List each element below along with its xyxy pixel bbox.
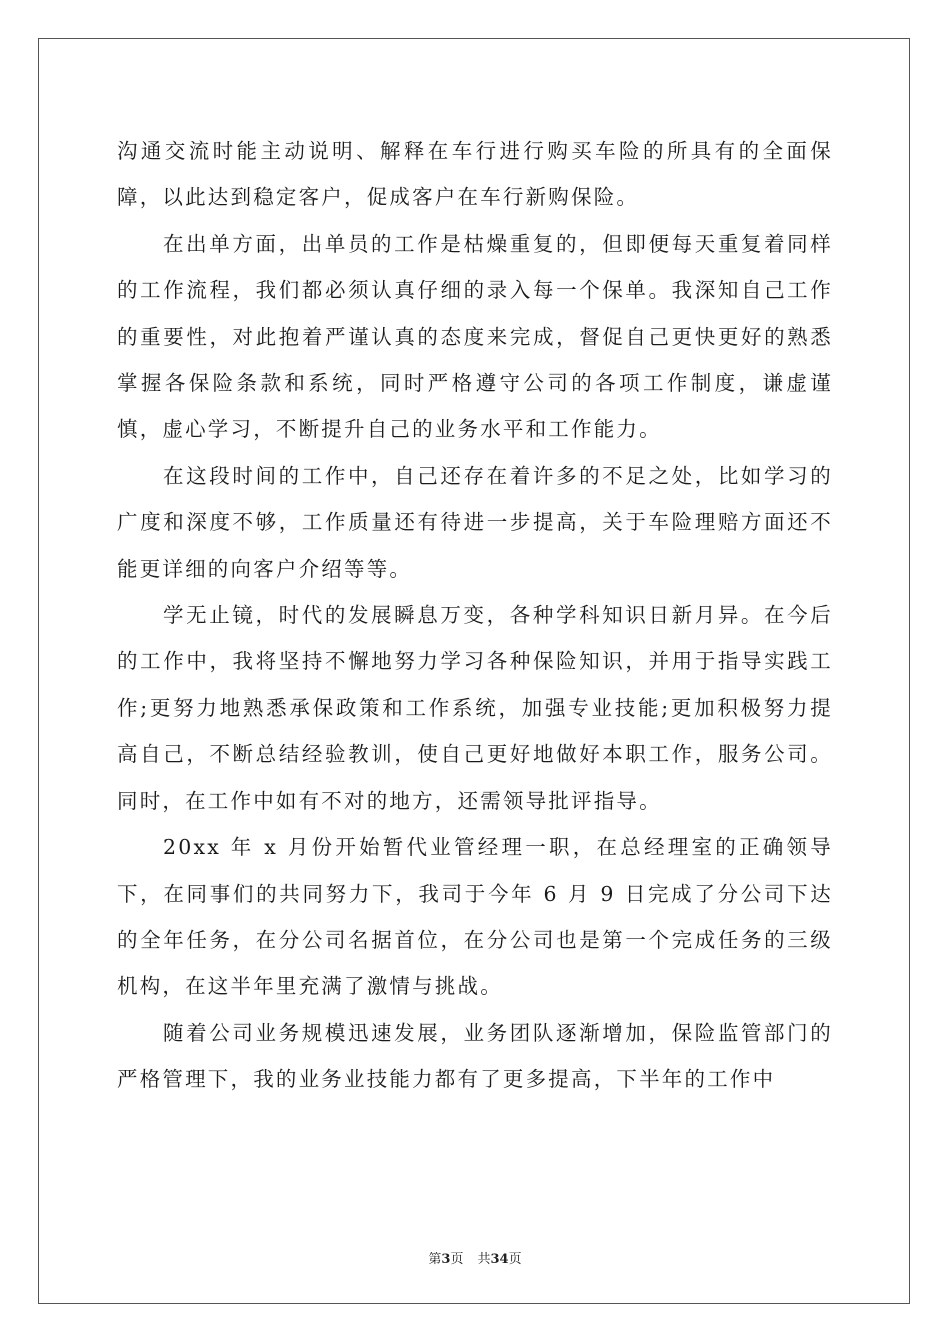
page-suffix: 页 (450, 1252, 464, 1267)
paragraph-1: 沟通交流时能主动说明、解释在车行进行购买车险的所具有的全面保障，以此达到稳定客户，促成客户在车行新购保险。 (117, 139, 833, 210)
page-prefix: 第 (428, 1252, 442, 1267)
paragraph-2: 在出单方面，出单员的工作是枯燥重复的，但即便每天重复着同样的工作流程，我们都必须认真仔细的录入每一个保单。我深知自己工作的重要性，对此抱着严谨认真的态度来完成，督促自己更快更好的熟悉掌握各保险条款和系统，同时严格遵守公司的各项工作制度，谦虚谨慎，虚心学习，不断提升自己的业务水平和工作能力。 (117, 231, 833, 442)
total-pages-label (477, 1248, 521, 1267)
paragraph-6: 随着公司业务规模迅速发展，业务团队逐渐增加，保险监管部门的严格管理下，我的业务业技能力都有了更多提高，下半年的工作中 (117, 1020, 833, 1092)
document-body (117, 128, 833, 1103)
total-prefix: 共 (477, 1252, 491, 1267)
page-footer (0, 1248, 950, 1267)
page-number-label (428, 1248, 463, 1267)
paragraph-5: 20xx 年 x 月份开始暂代业管经理一职，在总经理室的正确领导下，在同事们的共同努力下，我司于今年 6 月 9 日完成了分公司下达的全年任务，在分公司名据首位，在分公司也是第一个完成任务的三级机构，在这半年里充满了激情与挑战。 (117, 835, 833, 999)
paragraph-3: 在这段时间的工作中，自己还存在着许多的不足之处，比如学习的广度和深度不够，工作质量还有待进一步提高，关于车险理赔方面还不能更详细的向客户介绍等等。 (117, 463, 833, 581)
total-suffix: 页 (508, 1252, 522, 1267)
paragraph-4: 学无止镜，时代的发展瞬息万变，各种学科知识日新月异。在今后的工作中，我将坚持不懈地努力学习各种保险知识，并用于指导实践工作;更努力地熟悉承保政策和工作系统，加强专业技能;更加积极努力提高自己，不断总结经验教训，使自己更好地做好本职工作，服务公司。同时，在工作中如有不对的地方，还需领导批评指导。 (117, 603, 833, 813)
page-number: 3 (441, 1252, 451, 1267)
total-number: 34 (490, 1252, 509, 1267)
